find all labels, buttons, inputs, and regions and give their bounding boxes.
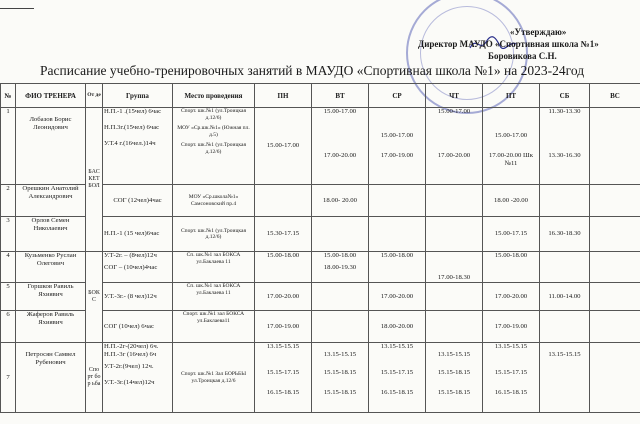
sun-cell bbox=[590, 252, 640, 283]
coach-name: Жаферов Равиль Яхиявич bbox=[16, 311, 86, 343]
sun-cell bbox=[590, 283, 640, 311]
group-cell: Н.П.-1 (15 чел)6час bbox=[103, 217, 173, 252]
fri-cell: 17.00-19.00 bbox=[483, 311, 540, 343]
sun-cell bbox=[590, 343, 640, 413]
place-cell: Спорт. шк.№1 Зал БОРЬБЫ ул.Троицкая д.12/6 bbox=[173, 343, 255, 413]
page-title: Расписание учебно-тренировочных занятий в МАУДО «Спортивная школа №1» на 2023-24год bbox=[40, 63, 585, 78]
header-num: № bbox=[1, 84, 16, 108]
sat-cell bbox=[540, 108, 590, 185]
place-cell: Спорт. шк.№1 (ул.Троицкая д.12/6) bbox=[173, 217, 255, 252]
approval-line-2: Директор МАУДО «Спортивная школа №1» bbox=[418, 39, 599, 49]
fri-cell bbox=[483, 343, 540, 413]
time-slot: 17.00-19.00 bbox=[380, 152, 414, 159]
tue-cell bbox=[312, 283, 369, 311]
fri-cell: 18.00 -20.00 bbox=[483, 185, 540, 217]
tue-cell bbox=[312, 108, 369, 185]
sat-cell bbox=[540, 311, 590, 343]
time-slot: 15.00-18.00 bbox=[323, 252, 357, 259]
sun-cell bbox=[590, 311, 640, 343]
time-slot: 15.15-18.15 bbox=[437, 389, 471, 396]
time-slot: 15.15-17.15 bbox=[380, 369, 414, 376]
row-num: 7 bbox=[1, 343, 16, 413]
time-slot: 15.00-17.00 bbox=[494, 132, 528, 139]
tue-cell: 18.00- 20.00 bbox=[312, 185, 369, 217]
time-slot: 18.00-19.30 bbox=[323, 264, 357, 271]
time-slot: 13.15-15.15 bbox=[437, 351, 471, 358]
thu-cell bbox=[426, 343, 483, 413]
group-line: СОГ – (10чел)4час bbox=[104, 264, 158, 271]
wed-cell bbox=[369, 217, 426, 252]
wed-cell: 18.00-20.00 bbox=[369, 311, 426, 343]
mon-cell: 15.30-17.15 bbox=[255, 217, 312, 252]
group-cell bbox=[103, 343, 173, 413]
row-num: 2 bbox=[1, 185, 16, 217]
row-num: 4 bbox=[1, 252, 16, 283]
time-slot: 13.15-15.15 bbox=[323, 351, 357, 358]
time-slot: 13.15-15.15 bbox=[548, 351, 581, 358]
time-slot: 15.15-18.15 bbox=[437, 369, 471, 376]
header-place: Место проведения bbox=[173, 84, 255, 108]
sat-cell: 11.00-14.00 bbox=[540, 283, 590, 311]
place-line: МОУ «Ср.шк.№1» (Южная пл. д.5) bbox=[177, 125, 250, 138]
thu-cell bbox=[426, 217, 483, 252]
time-slot: 13.15-15.15 bbox=[494, 343, 528, 350]
group-line: Н.П.-3г (16чел) 6ч bbox=[104, 351, 157, 358]
group-line: У.Т.-3г.(14чел)12ч bbox=[104, 379, 155, 386]
group-line: У.Т-2г.(9чел) 12ч. bbox=[104, 363, 154, 370]
group-cell bbox=[103, 252, 173, 283]
wed-cell bbox=[369, 108, 426, 185]
row-num: 3 bbox=[1, 217, 16, 252]
header-sun: ВС bbox=[590, 84, 640, 108]
tue-cell bbox=[312, 217, 369, 252]
group-line: Н.П.-1 .(15чел) 6час bbox=[104, 108, 162, 115]
coach-name: Горшков Равиль Яхиявич bbox=[16, 283, 86, 311]
sun-cell bbox=[590, 185, 640, 217]
place-line: Спорт. шк.№1 (ул.Троицкая д.12/6) bbox=[181, 108, 246, 121]
coach-name: Петросян Самвел Рубенович bbox=[16, 343, 86, 413]
schedule-table bbox=[0, 83, 640, 413]
mon-cell: 15.00-18.00 bbox=[255, 252, 312, 283]
group-cell: СОГ (10чел) 6час bbox=[103, 311, 173, 343]
row-num: 6 bbox=[1, 311, 16, 343]
header-fri: ПТ bbox=[483, 84, 540, 108]
tue-cell bbox=[312, 343, 369, 413]
header-group: Группа bbox=[103, 84, 173, 108]
group-cell bbox=[103, 108, 173, 185]
coach-name: Кузьменко Руслан Олегович bbox=[16, 252, 86, 283]
place-cell: Сп. шк.№1 зал БОКСА ул.Баклаева 11 bbox=[173, 283, 255, 311]
mon-cell bbox=[255, 343, 312, 413]
sat-cell: 16.30-18.30 bbox=[540, 217, 590, 252]
group-cell: СОГ (12чел)4час bbox=[103, 185, 173, 217]
header-wed: СР bbox=[369, 84, 426, 108]
place-cell: МОУ «Ср.школа№1» Самсоновский пр.4 bbox=[173, 185, 255, 217]
table-row bbox=[1, 343, 640, 413]
mon-cell: 15.00-17.00 bbox=[255, 108, 312, 185]
time-slot: 16.15-18.15 bbox=[494, 389, 528, 396]
tue-cell bbox=[312, 311, 369, 343]
time-slot: 13.15-15.15 bbox=[380, 343, 414, 350]
table-row bbox=[1, 108, 640, 185]
thu-cell bbox=[426, 108, 483, 185]
sat-cell bbox=[540, 343, 590, 413]
sun-cell bbox=[590, 108, 640, 185]
thu-cell bbox=[426, 283, 483, 311]
thu-cell bbox=[426, 185, 483, 217]
time-slot: 13.30-16.30 bbox=[548, 152, 581, 159]
coach-name: Лобазов Борис Леонидович bbox=[16, 108, 86, 185]
sport-label: БАСКЕТБОЛ bbox=[86, 108, 103, 252]
top-rule bbox=[0, 8, 34, 9]
time-slot: 15.15-18.15 bbox=[323, 389, 357, 396]
fri-cell: 15.00-17.15 bbox=[483, 217, 540, 252]
fri-cell bbox=[483, 108, 540, 185]
time-slot: 13.15-15.15 bbox=[266, 343, 300, 350]
group-line: Н.П.3г.(15чел) 6час bbox=[104, 124, 160, 131]
approval-line-3: Боровикова С.Н. bbox=[488, 51, 557, 61]
header-mon: ПН bbox=[255, 84, 312, 108]
header-sat: СБ bbox=[540, 84, 590, 108]
header-thu: ЧТ bbox=[426, 84, 483, 108]
time-slot: 16.15-18.15 bbox=[266, 389, 300, 396]
group-cell: У.Т.-3г.- (8 чел)12ч bbox=[103, 283, 173, 311]
header-sport: От де bbox=[86, 84, 103, 108]
fri-cell: 17.00-20.00 bbox=[483, 283, 540, 311]
row-num: 1 bbox=[1, 108, 16, 185]
sport-label: Спо рт бор ьба bbox=[86, 343, 103, 413]
group-line: У.Т.4 г.(16чел.)14ч bbox=[104, 140, 156, 147]
place-cell: Спорт. шк.№1 зал БОКСА ул.Баклаева11 bbox=[173, 311, 255, 343]
time-slot: 15.15-17.15 bbox=[494, 369, 528, 376]
header-row bbox=[1, 84, 640, 108]
mon-cell bbox=[255, 185, 312, 217]
time-slot: 11.30-13.30 bbox=[548, 108, 581, 115]
approval-line-1: «Утверждаю» bbox=[510, 27, 567, 37]
time-slot: 15.15-18.15 bbox=[323, 369, 357, 376]
thu-cell: 17.00-18.30 bbox=[426, 252, 483, 283]
time-slot: 15.00-17.00 bbox=[323, 108, 357, 115]
header-fio: ФИО ТРЕНЕРА bbox=[16, 84, 86, 108]
place-cell: Сп. шк.№1 зал БОКСА ул.Баклаева 11 bbox=[173, 252, 255, 283]
time-slot: 16.15-18.15 bbox=[380, 389, 414, 396]
coach-name: Орешкин Анатолий Александрович bbox=[16, 185, 86, 217]
coach-name: Орлов Семен Николаевич bbox=[16, 217, 86, 252]
sun-cell bbox=[590, 217, 640, 252]
place-line: Спорт. шк.№1 (ул.Троицкая д.12/6) bbox=[181, 142, 246, 155]
group-line: У.Т-2г. – (8чел)12ч bbox=[104, 252, 157, 259]
approval-block bbox=[418, 26, 599, 62]
time-slot: 17.00-20.00 bbox=[323, 152, 357, 159]
tue-cell bbox=[312, 252, 369, 283]
wed-cell bbox=[369, 343, 426, 413]
time-slot: 15.00-17.00 bbox=[437, 108, 471, 115]
wed-cell: 15.00-18.00 bbox=[369, 252, 426, 283]
group-line: Н.П.-2г-(20чел) 6ч. bbox=[104, 343, 159, 350]
time-slot: 17.00-20.00 Шк №11 bbox=[489, 152, 533, 167]
place-cell bbox=[173, 108, 255, 185]
time-slot: 15.00-17.00 bbox=[380, 132, 414, 139]
mon-cell: 17.00-20.00 bbox=[255, 283, 312, 311]
mon-cell: 17.00-19.00 bbox=[255, 311, 312, 343]
time-slot: 17.00-20.00 bbox=[437, 152, 471, 159]
sat-cell bbox=[540, 185, 590, 217]
time-slot: 15.15-17.15 bbox=[266, 369, 300, 376]
table-row bbox=[1, 252, 640, 283]
header-tue: ВТ bbox=[312, 84, 369, 108]
wed-cell: 17.00-20.00 bbox=[369, 283, 426, 311]
row-num: 5 bbox=[1, 283, 16, 311]
wed-cell bbox=[369, 185, 426, 217]
sport-label: БОКС bbox=[86, 252, 103, 343]
sat-cell bbox=[540, 252, 590, 283]
thu-cell bbox=[426, 311, 483, 343]
fri-cell: 15.00-18.00 bbox=[483, 252, 540, 283]
